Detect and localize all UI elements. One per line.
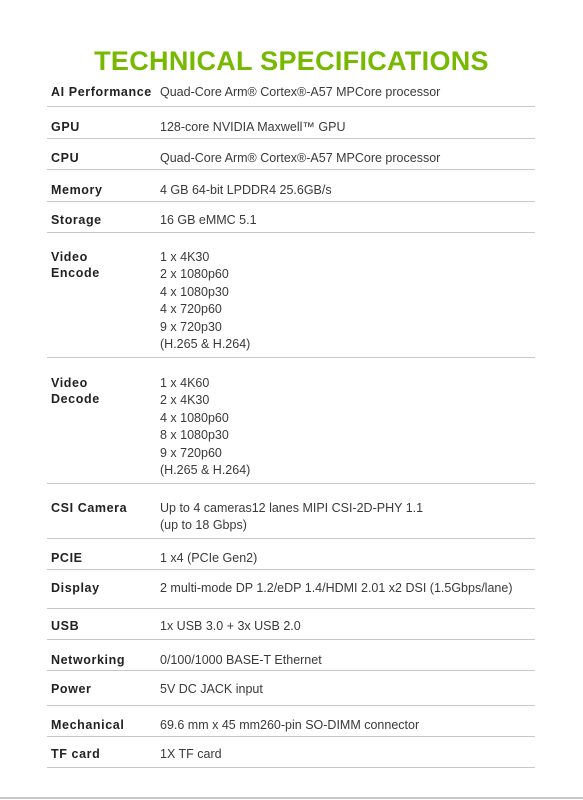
spec-label-line: Mechanical <box>51 718 125 732</box>
spec-value <box>159 138 535 169</box>
spec-value-line: 4 GB 64-bit LPDDR4 25.6GB/s <box>160 182 332 197</box>
spec-value <box>159 106 535 138</box>
spec-value-line: 9 x 720p30 <box>160 319 222 334</box>
spec-label <box>47 106 159 138</box>
spec-label <box>47 75 159 106</box>
spec-row <box>47 608 535 639</box>
spec-label-line: GPU <box>51 119 80 134</box>
spec-value <box>159 737 535 768</box>
spec-value <box>159 569 535 608</box>
spec-table-body <box>47 75 535 768</box>
spec-label-line: Storage <box>51 212 102 227</box>
page-title: TECHNICAL SPECIFICATIONS <box>94 46 489 77</box>
spec-value-line: 9 x 720p60 <box>160 445 222 460</box>
spec-label-line: AI Performance <box>51 85 152 99</box>
spec-label-line: Decode <box>51 391 100 406</box>
spec-value-line: 8 x 1080p30 <box>160 428 229 442</box>
spec-value-line: 4 x 1080p30 <box>160 284 229 299</box>
spec-label-line: Power <box>51 682 92 696</box>
spec-label-line: Memory <box>51 182 103 197</box>
spec-label <box>47 169 159 201</box>
spec-row <box>47 169 535 201</box>
spec-value-line: 16 GB eMMC 5.1 <box>160 212 257 227</box>
spec-value-line: Up to 4 cameras12 lanes MIPI CSI-2D-PHY 1.1 <box>160 500 424 515</box>
spec-value-line: 128-core NVIDIA Maxwell™ GPU <box>160 119 346 134</box>
spec-value <box>159 232 535 357</box>
spec-value <box>159 357 535 483</box>
spec-value <box>159 201 535 232</box>
spec-row <box>47 671 535 706</box>
spec-label-line: Encode <box>51 265 100 280</box>
spec-label-line: USB <box>51 618 80 633</box>
spec-value <box>159 608 535 639</box>
spec-label <box>47 706 159 737</box>
spec-value-line: Quad-Core Arm® Cortex®-A57 MPCore processor <box>160 150 441 165</box>
spec-label-line: Display <box>51 580 100 595</box>
spec-value <box>159 538 535 569</box>
spec-value-line: 1x USB 3.0 + 3x USB 2.0 <box>160 618 301 633</box>
spec-row <box>47 75 535 106</box>
spec-label <box>47 737 159 768</box>
spec-value <box>159 639 535 671</box>
spec-value-line: 2 x 4K30 <box>160 393 210 407</box>
spec-label-line: Video <box>51 375 88 390</box>
spec-label <box>47 357 159 483</box>
spec-value-line: 4 x 720p60 <box>160 302 222 316</box>
spec-row <box>47 483 535 538</box>
spec-value <box>159 483 535 538</box>
spec-value <box>159 75 535 106</box>
spec-value <box>159 671 535 706</box>
spec-label <box>47 569 159 608</box>
spec-row <box>47 138 535 169</box>
spec-row <box>47 201 535 232</box>
bottom-divider <box>0 797 583 799</box>
spec-label <box>47 483 159 538</box>
spec-value-line: 1 x 4K30 <box>160 249 210 264</box>
spec-label-line: PCIE <box>51 550 83 565</box>
spec-value-line: Quad-Core Arm® Cortex®-A57 MPCore processor <box>160 85 441 99</box>
spec-label <box>47 201 159 232</box>
spec-row <box>47 106 535 138</box>
spec-label <box>47 138 159 169</box>
spec-row <box>47 569 535 608</box>
spec-value <box>159 169 535 201</box>
spec-value-line: 2 multi-mode DP 1.2/eDP 1.4/HDMI 2.01 x2 DSI (1.5Gbps/lane) <box>160 580 513 595</box>
spec-row <box>47 232 535 357</box>
spec-value-line: (up to 18 Gbps) <box>160 518 247 532</box>
spec-value-line: 1 x 4K60 <box>160 375 210 390</box>
spec-label-line: TF card <box>51 747 101 761</box>
spec-label-line: Video <box>51 249 88 264</box>
spec-row <box>47 706 535 737</box>
spec-value-line: (H.265 & H.264) <box>160 463 251 477</box>
spec-row <box>47 538 535 569</box>
spec-label-line: CSI Camera <box>51 500 128 515</box>
spec-label <box>47 538 159 569</box>
spec-value-line: 0/100/1000 BASE-T Ethernet <box>160 652 322 667</box>
spec-label-line: CPU <box>51 150 80 165</box>
spec-label <box>47 232 159 357</box>
spec-value-line: 1 x4 (PCIe Gen2) <box>160 550 258 565</box>
spec-table <box>47 75 535 768</box>
spec-value-line: (H.265 & H.264) <box>160 337 251 351</box>
spec-value <box>159 706 535 737</box>
spec-row <box>47 639 535 671</box>
spec-label-line: Networking <box>51 652 126 667</box>
spec-row <box>47 357 535 483</box>
spec-label <box>47 671 159 706</box>
spec-label <box>47 639 159 671</box>
spec-value-line: 5V DC JACK input <box>160 682 263 696</box>
spec-value-line: 69.6 mm x 45 mm260-pin SO-DIMM connector <box>160 718 420 732</box>
spec-label <box>47 608 159 639</box>
spec-value-line: 2 x 1080p60 <box>160 267 229 281</box>
spec-value-line: 1X TF card <box>160 747 222 761</box>
spec-row <box>47 737 535 768</box>
spec-value-line: 4 x 1080p60 <box>160 410 229 425</box>
